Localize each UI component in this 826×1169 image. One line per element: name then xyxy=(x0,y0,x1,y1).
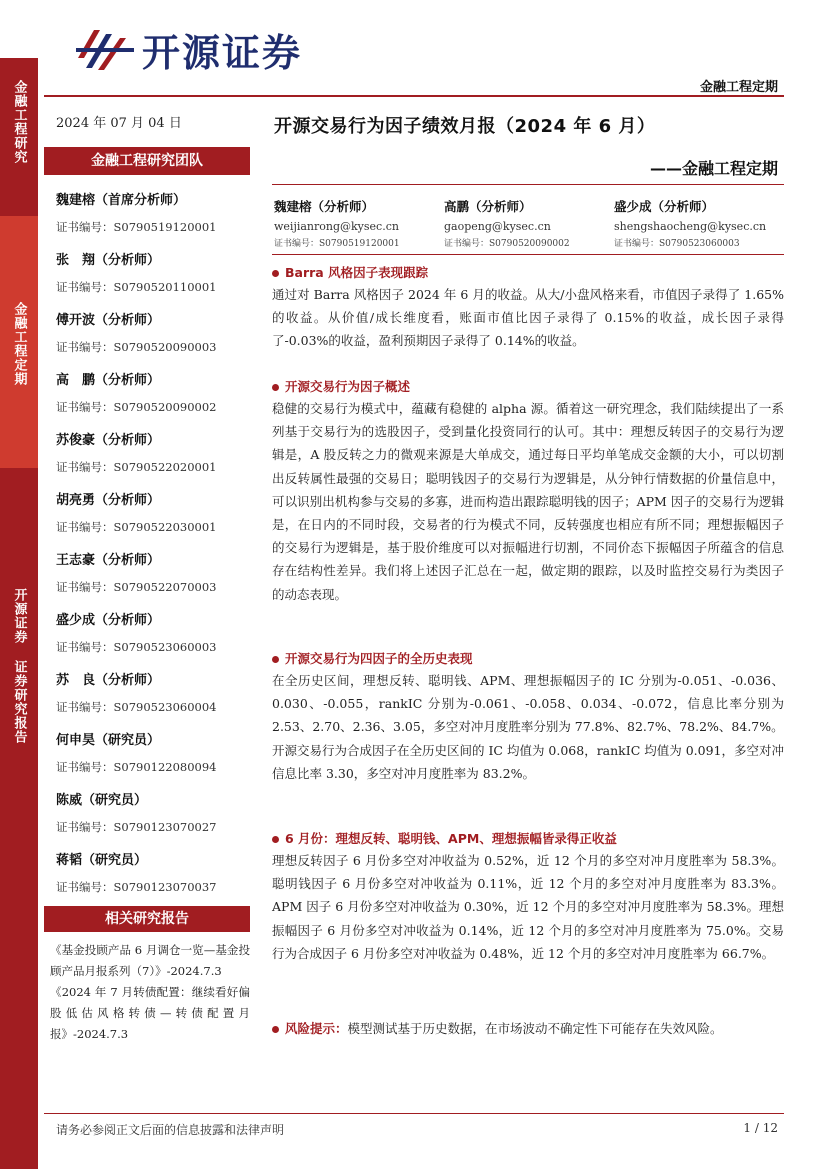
bullet-icon xyxy=(272,656,279,663)
section-body: 理想反转因子 6 月份多空对冲收益为 0.52%，近 12 个月的多空对冲月度胜率为 58.3%。聪明钱因子 6 月份多空对冲收益为 0.11%，近 12 个月的多空对冲月度胜率为 83.3%。APM 因子 6 月份多空对冲收益为 0.30%，近 12 个月的多空对冲月度胜率为 58.3%。理想振幅因子 6 月份多空对冲收益为 0.14%，近 12 个月的多空对冲月度胜率为 75.0%。交易行为合成因子 6 月份多空对冲收益为 0.48%，近 12 个月的多空对冲月度胜率为 66.7%。 xyxy=(272,853,784,961)
member-name: 胡亮勇（分析师） xyxy=(56,493,161,508)
member-name: 陈威（研究员） xyxy=(56,793,148,808)
bullet-icon xyxy=(272,270,279,277)
member-name: 高 鹏（分析师） xyxy=(56,373,161,388)
bullet-icon xyxy=(272,384,279,391)
author xyxy=(274,198,444,249)
member-cert: 证书编号：S0790123070037 xyxy=(56,880,217,894)
team-member xyxy=(56,672,246,732)
header-category: 金融工程定期 xyxy=(699,80,778,95)
team-heading: 金融工程研究团队 xyxy=(44,147,250,175)
author-email[interactable]: gaopeng@kysec.cn xyxy=(444,220,551,233)
member-name: 何申昊（研究员） xyxy=(56,733,161,748)
member-cert: 证书编号：S0790523060004 xyxy=(56,700,217,714)
team-member xyxy=(56,312,246,372)
member-cert: 证书编号：S0790520110001 xyxy=(56,280,217,294)
member-cert: 证书编号：S0790123070027 xyxy=(56,820,217,834)
team-member xyxy=(56,192,246,252)
risk-text: 模型测试基于历史数据，在市场波动不确定性下可能存在失效风险。 xyxy=(347,1021,723,1036)
member-cert: 证书编号：S0790522020001 xyxy=(56,460,217,474)
member-cert: 证书编号：S0790523060003 xyxy=(56,640,217,654)
author xyxy=(444,198,614,249)
team-member xyxy=(56,612,246,672)
brand-name: 开源证券 xyxy=(142,31,303,75)
header-divider xyxy=(44,95,784,97)
page-title: 开源交易行为因子绩效月报（2024 年 6 月） xyxy=(274,116,656,137)
section-title: 开源交易行为因子概述 xyxy=(272,377,784,397)
author xyxy=(614,198,784,249)
team-member xyxy=(56,852,246,912)
member-name: 魏建榕（首席分析师） xyxy=(56,193,187,208)
member-cert: 证书编号：S0790522070003 xyxy=(56,580,217,594)
team-member xyxy=(56,372,246,432)
related-report-link[interactable]: 《2024 年 7 月转债配置：继续看好偏股低估风格转债—转债配置月报》-2024.7.3 xyxy=(50,985,250,1041)
author-divider xyxy=(272,254,784,255)
member-name: 苏俊豪（分析师） xyxy=(56,433,161,448)
risk-label: 风险提示： xyxy=(285,1021,348,1036)
section-body: 在全历史区间，理想反转、聪明钱、APM、理想振幅因子的 IC 分别为-0.051、-0.036、0.030、-0.055，rankIC 分别为-0.061、-0.058、0.034、-0.072，信息比率分别为 2.53、2.70、2.36、3.05，多空对冲月度胜率分别为 77.8%、82.7%、78.2%、84.7%。 开源交易行为合成因子在全历史区间的 IC 均值为 0.068，rankIC 均值为 0.091，多空对冲信息比率 3.30，多空对冲月度胜率为 83.2%。 xyxy=(272,673,784,781)
side-strip-top: 金融工程研究 xyxy=(0,58,38,216)
member-cert: 证书编号：S0790519120001 xyxy=(56,220,217,234)
section-body: 稳健的交易行为模式中，蕴藏有稳健的 alpha 源。循着这一研究理念，我们陆续提出了一系列基于交易行为的选股因子，受到量化投资同行的认可。其中：理想反转因子的交易行为逻辑是，A 股反转之力的微观来源是大单成交，通过每日平均单笔成交金额的大小，可以切割出反转属性最强的交易日；聪明钱因子的交易行为逻辑是，从分钟行情数据的价量信息中，可以识别出机构参与交易的多寡，进而构造出跟踪聪明钱的因子；APM 因子的交易行为逻辑是，在日内的不同时段，交易者的行为模式不同，反转强度也相应有所不同；理想振幅因子的交易行为逻辑是，基于股价维度可以对振幅进行切割，不同价态下振幅因子所蕴含的信息存在结构性差异。我们将上述因子汇总在一起，做定期的跟踪，以及时监控交易行为类因子的动态表现。 xyxy=(272,401,784,602)
member-name: 苏 良（分析师） xyxy=(56,673,161,688)
author-cert: 证书编号：S0790520090002 xyxy=(444,239,570,249)
author-block xyxy=(274,198,784,249)
team-member xyxy=(56,732,246,792)
author-email[interactable]: weijianrong@kysec.cn xyxy=(274,220,399,233)
section-barra xyxy=(272,263,784,353)
team-member xyxy=(56,552,246,612)
page-number: 1 / 12 xyxy=(743,1121,778,1135)
bullet-icon xyxy=(272,836,279,843)
author-name: 高鹏（分析师） xyxy=(444,199,532,214)
member-name: 盛少成（分析师） xyxy=(56,613,161,628)
team-list xyxy=(56,192,246,912)
section-title: 6 月份：理想反转、聪明钱、APM、理想振幅皆录得正收益 xyxy=(272,829,784,849)
member-cert: 证书编号：S0790520090003 xyxy=(56,340,217,354)
section-body: 通过对 Barra 风格因子 2024 年 6 月的收益。从大/小盘风格来看，市值因子录得了 1.65%的收益。从价值/成长维度看，账面市值比因子录得了 0.15%的收益，成长因子录得了-0.03%的收益，盈利预期因子录得了 0.14%的收益。 xyxy=(272,287,784,349)
title-divider xyxy=(272,184,784,185)
related-heading: 相关研究报告 xyxy=(44,906,250,932)
section-june xyxy=(272,829,784,965)
risk-note xyxy=(272,1019,784,1039)
report-date: 2024 年 07 月 04 日 xyxy=(56,116,182,131)
team-member xyxy=(56,492,246,552)
author-name: 魏建榕（分析师） xyxy=(274,199,375,214)
section-title: Barra 风格因子表现跟踪 xyxy=(272,263,784,283)
footer-disclaimer: 请务必参阅正文后面的信息披露和法律声明 xyxy=(56,1123,285,1137)
brand-logo xyxy=(76,22,302,77)
related-report-link[interactable]: 《基金投顾产品 6 月调仓一览—基金投顾产品月报系列（7）》-2024.7.3 xyxy=(50,943,250,978)
side-strip-middle: 金融工程定期 xyxy=(0,216,38,468)
member-name: 蒋韬（研究员） xyxy=(56,853,148,868)
member-cert: 证书编号：S0790122080094 xyxy=(56,760,217,774)
side-strip-bottom: 开源证券 证券研究报告 xyxy=(0,468,38,1169)
member-name: 王志豪（分析师） xyxy=(56,553,161,568)
related-list xyxy=(50,940,250,1045)
bullet-icon xyxy=(272,1026,279,1033)
member-cert: 证书编号：S0790522030001 xyxy=(56,520,217,534)
member-cert: 证书编号：S0790520090002 xyxy=(56,400,217,414)
team-member xyxy=(56,792,246,852)
author-name: 盛少成（分析师） xyxy=(614,199,715,214)
footer-divider xyxy=(44,1113,784,1114)
section-overview xyxy=(272,377,784,606)
member-name: 傅开波（分析师） xyxy=(56,313,161,328)
author-cert: 证书编号：S0790523060003 xyxy=(614,239,740,249)
section-history xyxy=(272,649,784,785)
section-title: 开源交易行为四因子的全历史表现 xyxy=(272,649,784,669)
page-subtitle: ——金融工程定期 xyxy=(649,159,778,178)
author-cert: 证书编号：S0790519120001 xyxy=(274,239,400,249)
member-name: 张 翔（分析师） xyxy=(56,253,161,268)
team-member xyxy=(56,432,246,492)
logo-mark-icon xyxy=(76,28,136,72)
team-member xyxy=(56,252,246,312)
author-email[interactable]: shengshaocheng@kysec.cn xyxy=(614,220,767,233)
side-strip xyxy=(0,0,38,1169)
